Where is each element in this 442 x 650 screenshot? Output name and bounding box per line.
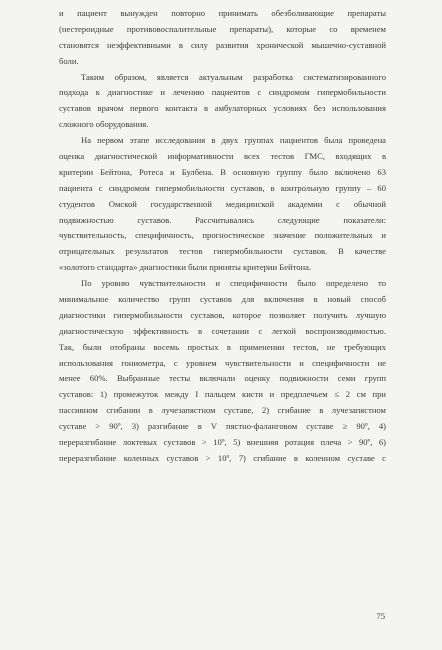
text-line: критерии Бейтона, Ротеса и Булбена. В основную группу было включено 63: [59, 166, 386, 177]
body-text: [59, 6, 386, 467]
text-line: студентов Омской государственной медицинской академии с обычной: [59, 198, 386, 209]
text-line: переразгибание коленных суставов > 10º, 7) сгибание в коленном суставе с: [59, 452, 386, 463]
text-line: боли.: [59, 55, 79, 66]
text-line: подхода к диагностике и лечению пациентов с синдромом гипермобильности: [59, 87, 386, 98]
text-line: Таким образом, является актуальным разработка систематизированного: [81, 71, 386, 82]
text-line: диагностики гипермобильности суставов, которое позволяет получить лучшую: [59, 309, 386, 320]
text-line: чувствительность, специфичность, прогностическое значение положительных и: [59, 230, 386, 241]
text-line: диагностическую эффективность в сочетании с легкой воспроизводимостью.: [59, 325, 386, 336]
text-line: На первом этапе исследования в двух группах пациентов была проведена: [81, 135, 386, 146]
text-line: сложного оборудования.: [59, 119, 149, 130]
page-number: 75: [376, 611, 385, 621]
text-line: и пациент вынужден повторно принимать обезболивающие препараты: [59, 8, 386, 18]
text-line: пассивном сгибании в лучезапястном суставе, 2) сгибание в лучезапястном: [59, 405, 386, 416]
text-line: «золотого стандарта» диагностики были приняты критерии Бейтона.: [59, 262, 312, 273]
text-line: суставов: 1) промежуток между I пальцем кисти и предплечьем ≤ 2 см при: [59, 389, 386, 400]
text-line: суставов врачом первого контакта в амбулаторных условиях без использования: [59, 103, 386, 114]
text-line: оценка диагностической информативности всех тестов ГМС, входящих в: [59, 151, 386, 162]
text-line: Так, были отобраны восемь простых в применении тестов, не требующих: [59, 341, 386, 352]
text-line: переразгибание локтевых суставов > 10º, 5) внешняя ротация плеча > 90º, 6): [59, 437, 386, 448]
text-line: использования гониометра, с уровнем чувствительности и специфичности не: [59, 357, 386, 368]
text-line: суставе > 90º, 3) разгибание в V пястно-фаланговом суставе ≥ 90º, 4): [59, 421, 386, 432]
text-line: становятся неэффективными в силу развития хронической мышечно-суставной: [59, 39, 386, 50]
text-line: (нестероидные противовоспалительные препараты), которые со временем: [59, 23, 386, 34]
text-line: По уровню чувствительности и специфичности было определено то: [81, 278, 386, 289]
text-line: минимальное количество групп суставов для включения в новый способ: [59, 294, 386, 305]
text-line: пациента с синдромом гипермобильности суставов, в контрольную группу – 60: [59, 182, 386, 193]
text-line: подвижностью суставов. Рассчитывались следующие показатели:: [59, 214, 386, 225]
text-line: менее 60%. Выбранные тесты включали оценку подвижности семи групп: [59, 373, 386, 384]
text-line: отрицательных результатов тестов гипермобильности суставов. В качестве: [59, 246, 386, 257]
